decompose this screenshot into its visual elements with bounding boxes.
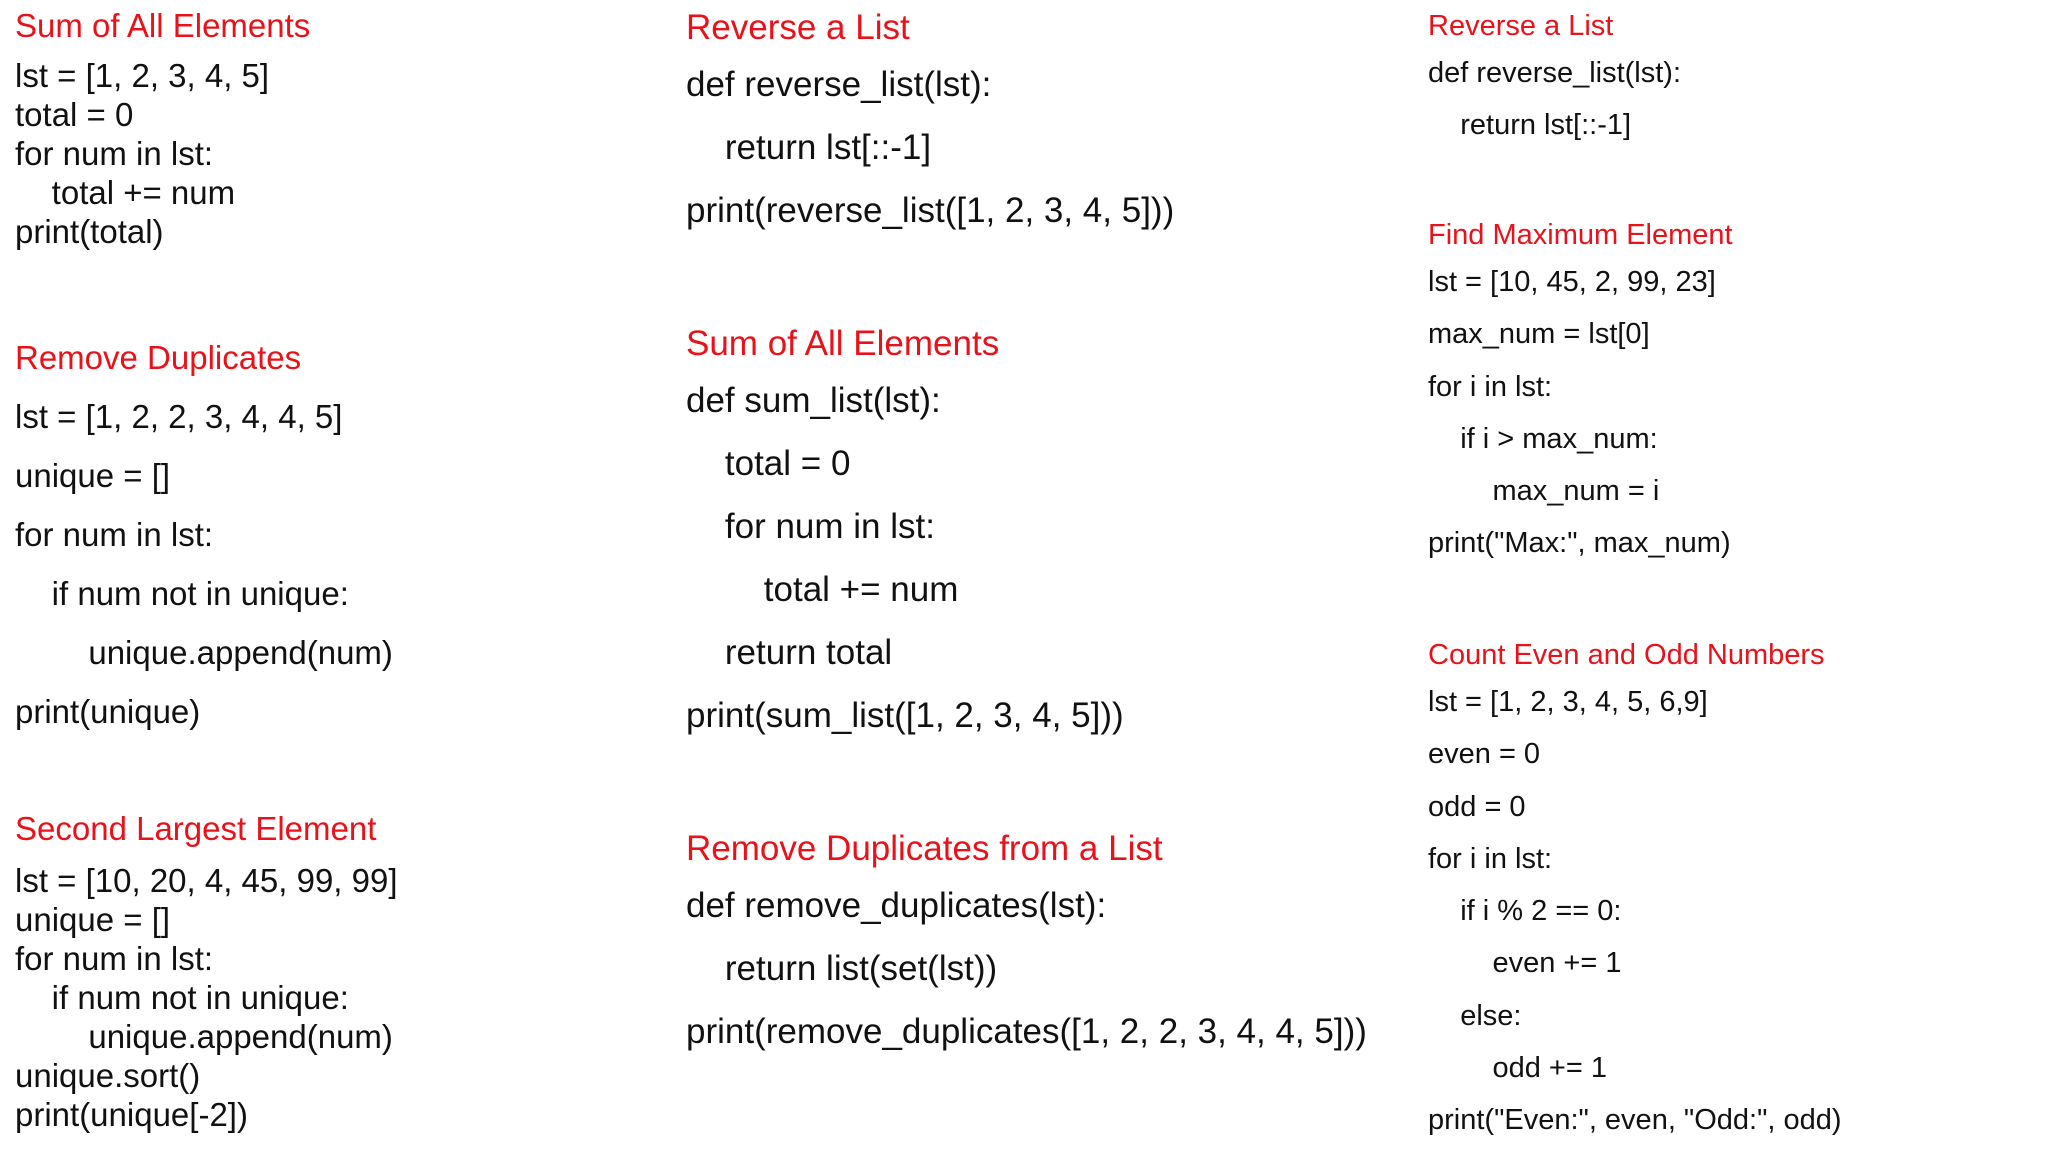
code-line: for num in lst: [15, 940, 214, 977]
code-line: unique = [] [15, 457, 171, 494]
code-line: max_num = lst[0] [1428, 318, 1650, 351]
code-line: total = 0 [686, 444, 851, 483]
section-sum-of-all-elements-2 [686, 323, 1124, 747]
code-line: max_num = i [1428, 475, 1660, 508]
code-line: if i % 2 == 0: [1428, 895, 1622, 928]
code-line: if num not in unique: [15, 979, 349, 1016]
code-line: odd += 1 [1428, 1052, 1607, 1085]
section-title: Remove Duplicates [15, 339, 302, 376]
code-line: print(sum_list([1, 2, 3, 4, 5])) [686, 696, 1124, 735]
code-line: def reverse_list(lst): [1428, 57, 1682, 89]
code-line: if num not in unique: [15, 575, 349, 612]
section-title: Sum of All Elements [15, 7, 311, 44]
section-count-even-and-odd-numbers [1428, 637, 1842, 1147]
section-remove-duplicates-1 [15, 338, 393, 741]
section-title: Remove Duplicates from a List [686, 829, 1163, 868]
code-line: for num in lst: [15, 135, 214, 172]
code-line: return total [686, 633, 893, 672]
code-line: print(unique[-2]) [15, 1096, 248, 1133]
section-title: Reverse a List [1428, 10, 1614, 42]
code-line: def reverse_list(lst): [686, 65, 992, 104]
section-second-largest-element [15, 809, 398, 1134]
code-line: return lst[::-1] [1428, 109, 1632, 142]
code-line: unique.append(num) [15, 634, 393, 671]
code-line: for num in lst: [686, 507, 935, 546]
section-find-maximum-element [1428, 217, 1733, 570]
code-line: if i > max_num: [1428, 422, 1658, 455]
section-title: Find Maximum Element [1428, 219, 1733, 251]
code-line: lst = [1, 2, 3, 4, 5, 6,9] [1428, 686, 1708, 718]
code-line: print(total) [15, 213, 164, 250]
code-line: for i in lst: [1428, 842, 1553, 875]
code-line: print("Even:", even, "Odd:", odd) [1428, 1104, 1842, 1137]
section-reverse-a-list-2 [686, 7, 1174, 242]
section-remove-duplicates-from-a-list [686, 828, 1367, 1063]
code-line: total = 0 [15, 96, 134, 133]
code-line: odd = 0 [1428, 790, 1526, 823]
code-line: total += num [15, 174, 236, 211]
code-line: unique.append(num) [15, 1018, 393, 1055]
section-title: Reverse a List [686, 8, 910, 47]
code-line: unique = [] [15, 901, 171, 938]
code-line: print(reverse_list([1, 2, 3, 4, 5])) [686, 191, 1175, 230]
code-line: print(unique) [15, 693, 201, 730]
section-title: Count Even and Odd Numbers [1428, 639, 1825, 671]
section-title: Second Largest Element [15, 810, 377, 847]
code-line: lst = [1, 2, 3, 4, 5] [15, 57, 270, 94]
code-line: return lst[::-1] [686, 128, 932, 167]
code-line: total += num [686, 570, 959, 609]
code-line: else: [1428, 999, 1522, 1032]
code-line: for i in lst: [1428, 370, 1553, 403]
code-line: print("Max:", max_num) [1428, 527, 1731, 560]
section-reverse-a-list-3 [1428, 8, 1681, 152]
section-title: Sum of All Elements [686, 324, 1000, 363]
code-line: even = 0 [1428, 738, 1541, 771]
code-line: print(remove_duplicates([1, 2, 2, 3, 4, 4, 5])) [686, 1012, 1367, 1051]
code-line: lst = [10, 20, 4, 45, 99, 99] [15, 862, 398, 899]
code-line: unique.sort() [15, 1057, 201, 1094]
section-sum-all-elements-1 [15, 6, 310, 251]
code-line: lst = [1, 2, 2, 3, 4, 4, 5] [15, 398, 343, 435]
code-line: for num in lst: [15, 516, 214, 553]
code-line: def sum_list(lst): [686, 381, 941, 420]
code-line: even += 1 [1428, 947, 1622, 980]
code-line: return list(set(lst)) [686, 949, 998, 988]
code-line: lst = [10, 45, 2, 99, 23] [1428, 266, 1716, 298]
code-line: def remove_duplicates(lst): [686, 886, 1107, 925]
